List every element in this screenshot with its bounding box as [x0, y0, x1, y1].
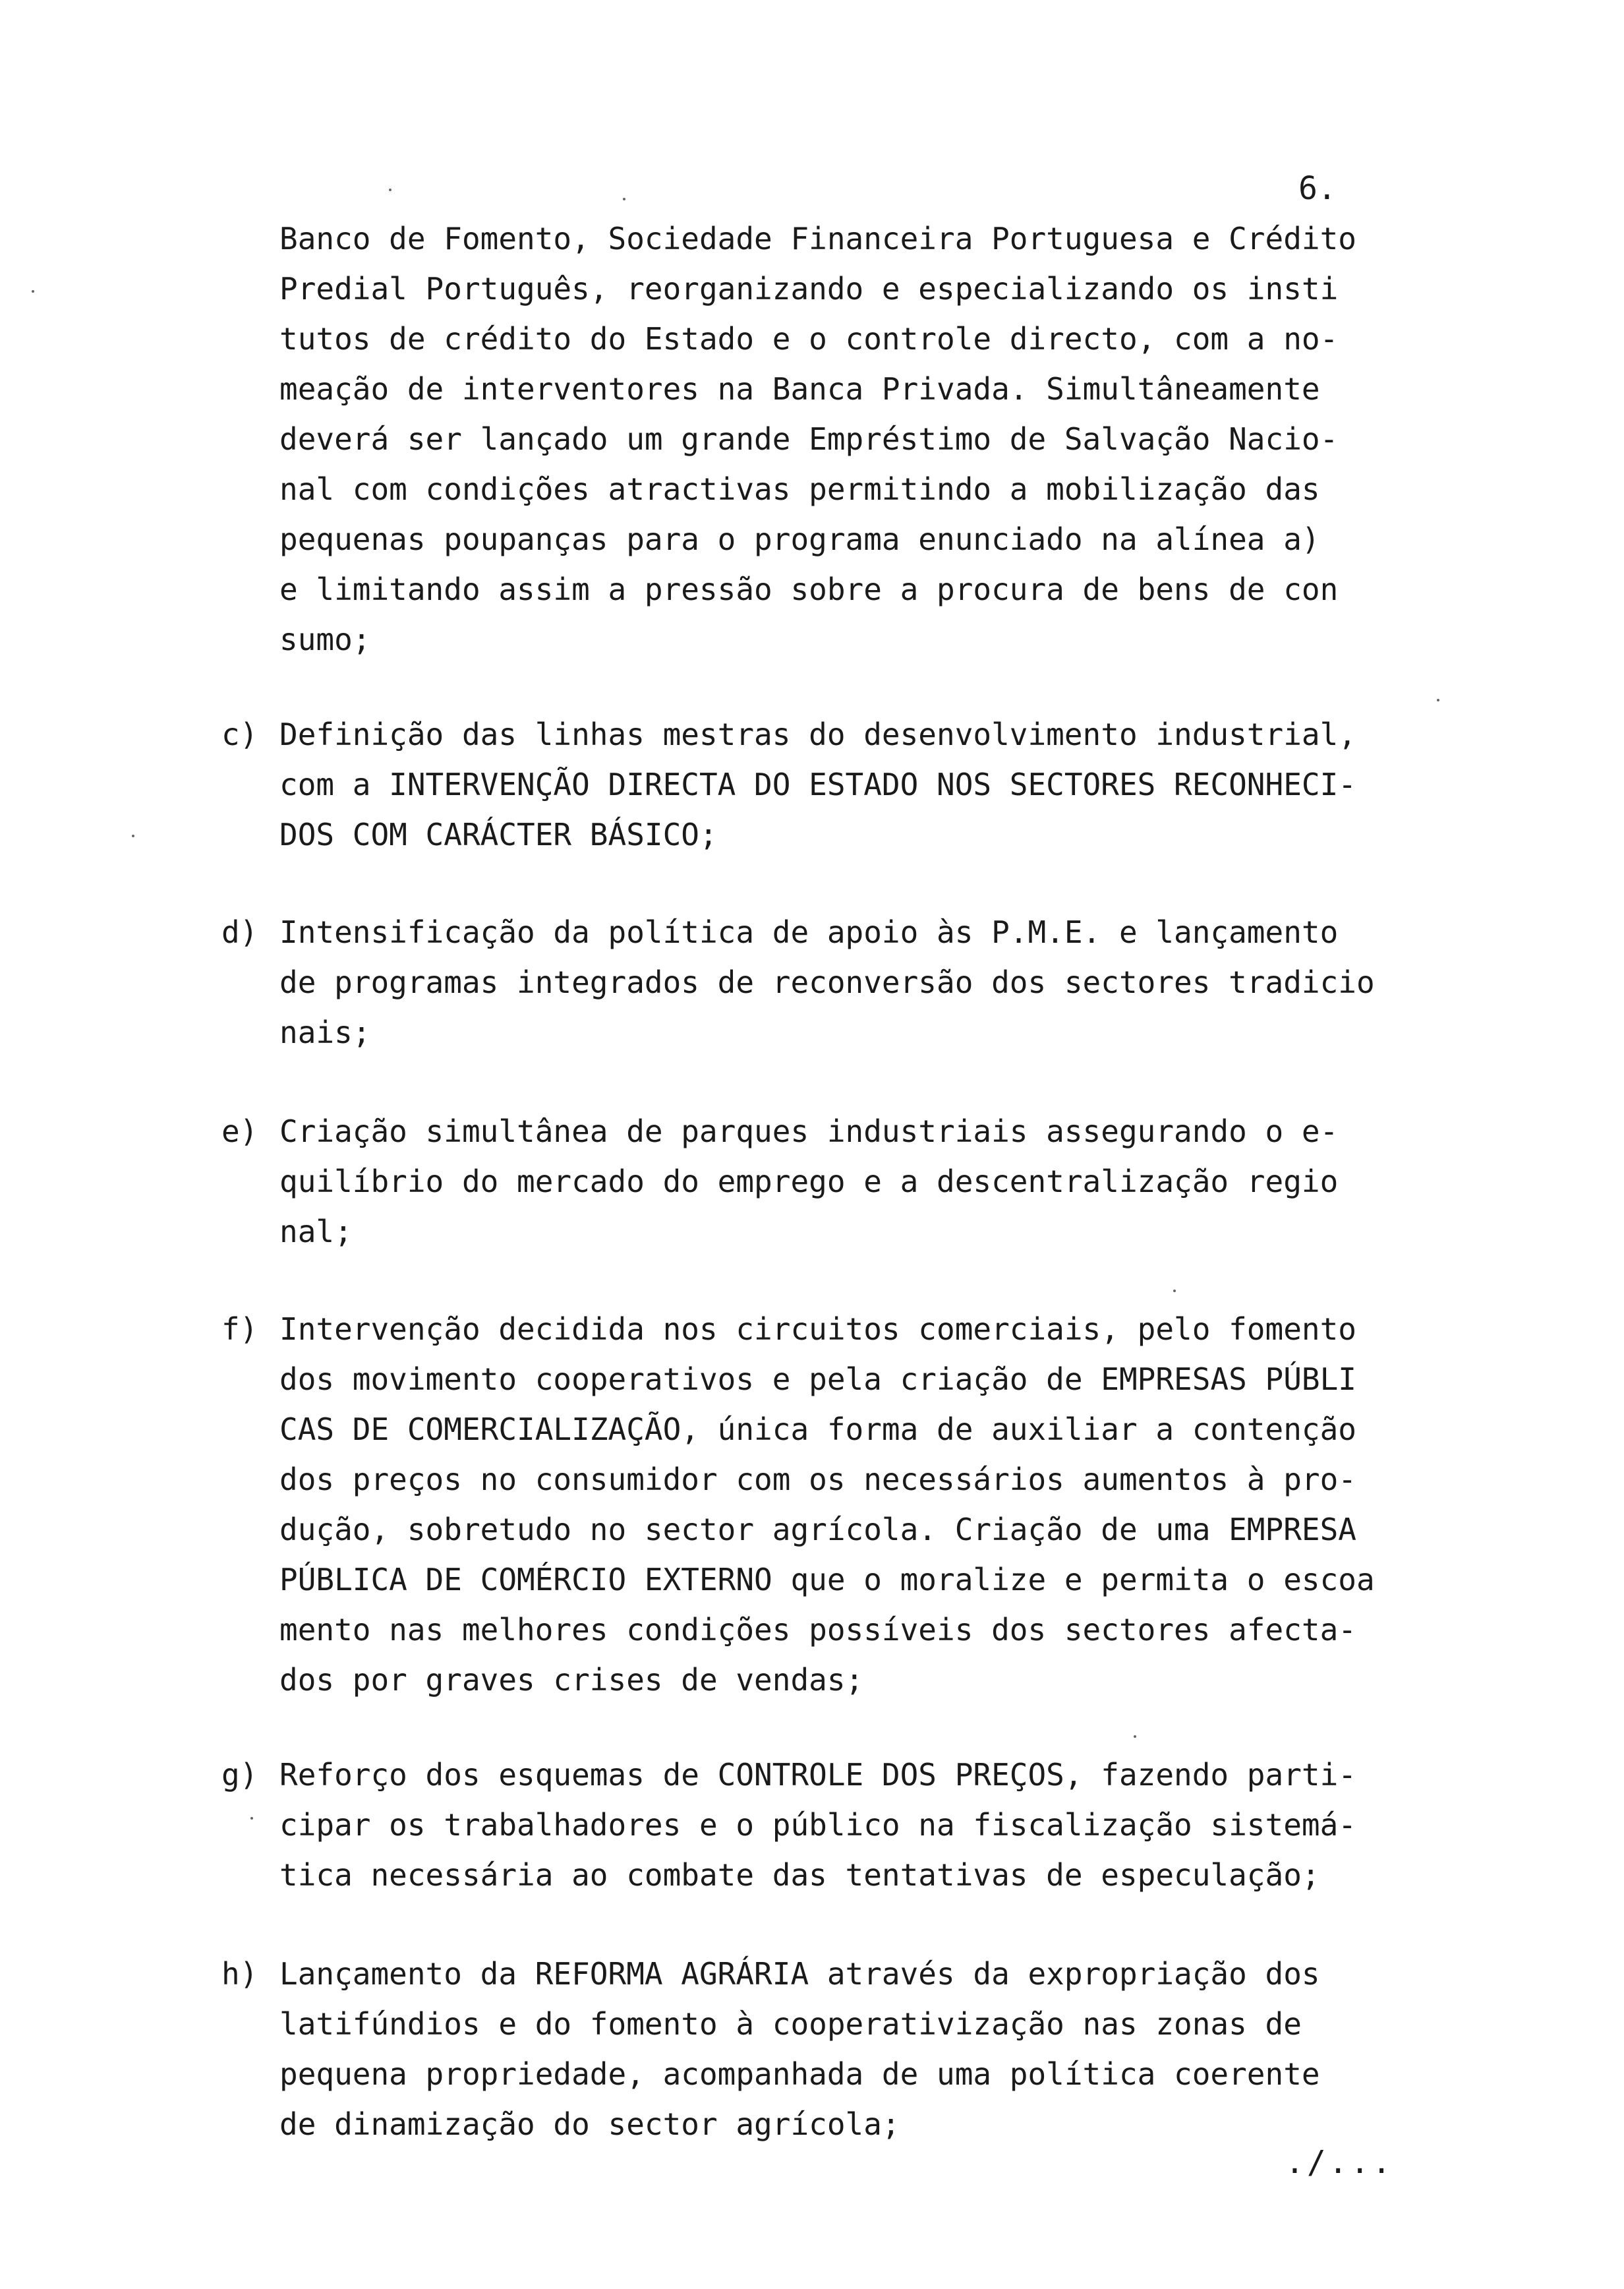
text-line: meação de interventores na Banca Privada. Simultâneamente — [279, 371, 1320, 407]
text-line: DOS COM CARÁCTER BÁSICO; — [279, 817, 718, 852]
scan-speck — [389, 189, 392, 191]
text-line: Definição das linhas mestras do desenvolvimento industrial, — [279, 717, 1356, 752]
text-line: pequena propriedade, acompanhada de uma política coerente — [279, 2056, 1320, 2092]
item-label: d) — [221, 914, 258, 950]
continuation-mark: ./... — [1285, 2144, 1394, 2181]
scan-speck — [1173, 1290, 1176, 1292]
scan-speck — [1437, 699, 1439, 701]
scan-speck — [623, 198, 625, 200]
text-line: dos movimento cooperativos e pela criação de EMPRESAS PÚBLI — [279, 1361, 1356, 1397]
text-line: e limitando assim a pressão sobre a procura de bens de con — [279, 572, 1339, 607]
text-line: nal com condições atractivas permitindo a mobilização das — [279, 471, 1320, 507]
text-line: Intensificação da política de apoio às P.M.E. e lançamento — [279, 914, 1339, 950]
text-line: de dinamização do sector agrícola; — [279, 2106, 900, 2142]
text-line: Intervenção decidida nos circuitos comerciais, pelo fomento — [279, 1311, 1356, 1347]
text-line: dos por graves crises de vendas; — [279, 1662, 864, 1698]
text-line: cipar os trabalhadores e o público na fiscalização sistemá- — [279, 1807, 1356, 1843]
text-line: de programas integrados de reconversão dos sectores tradicio — [279, 965, 1375, 1000]
text-line: Criação simultânea de parques industriais assegurando o e- — [279, 1114, 1339, 1149]
text-line: sumo; — [279, 622, 371, 657]
text-line: mento nas melhores condições possíveis dos sectores afecta- — [279, 1612, 1356, 1648]
item-label: e) — [221, 1114, 258, 1149]
item-label: c) — [221, 717, 258, 752]
text-line: dução, sobretudo no sector agrícola. Criação de uma EMPRESA — [279, 1512, 1356, 1547]
text-line: tica necessária ao combate das tentativas de especulação; — [279, 1857, 1320, 1893]
text-line: tutos de crédito do Estado e o controle directo, com a no- — [279, 321, 1339, 357]
text-line: pequenas poupanças para o programa enunciado na alínea a) — [279, 521, 1320, 557]
text-line: com a INTERVENÇÃO DIRECTA DO ESTADO NOS SECTORES RECONHECI- — [279, 767, 1356, 802]
text-line: nal; — [279, 1214, 353, 1249]
text-line: PÚBLICA DE COMÉRCIO EXTERNO que o moralize e permita o escoa — [279, 1562, 1375, 1597]
text-line: Lançamento da REFORMA AGRÁRIA através da expropriação dos — [279, 1956, 1320, 1992]
text-line: Predial Português, reorganizando e especializando os insti — [279, 271, 1339, 307]
item-label: g) — [221, 1757, 258, 1793]
item-label: h) — [221, 1956, 258, 1992]
item-label: f) — [221, 1311, 258, 1347]
text-line: quilíbrio do mercado do emprego e a descentralização regio — [279, 1164, 1339, 1199]
text-line: Reforço dos esquemas de CONTROLE DOS PREÇOS, fazendo parti- — [279, 1757, 1356, 1793]
scan-speck — [32, 290, 34, 293]
text-line: latifúndios e do fomento à cooperativização nas zonas de — [279, 2006, 1302, 2042]
text-line: Banco de Fomento, Sociedade Financeira Portuguesa e Crédito — [279, 221, 1356, 256]
text-line: nais; — [279, 1015, 371, 1050]
page-number: 6. — [1298, 170, 1337, 207]
text-line: dos preços no consumidor com os necessários aumentos à pro- — [279, 1462, 1356, 1497]
text-line: deverá ser lançado um grande Empréstimo de Salvação Nacio- — [279, 421, 1339, 457]
text-line: CAS DE COMERCIALIZAÇÃO, única forma de auxiliar a contenção — [279, 1412, 1356, 1447]
scan-speck — [1134, 1735, 1136, 1738]
scan-speck — [250, 1817, 253, 1820]
scan-speck — [132, 835, 134, 837]
